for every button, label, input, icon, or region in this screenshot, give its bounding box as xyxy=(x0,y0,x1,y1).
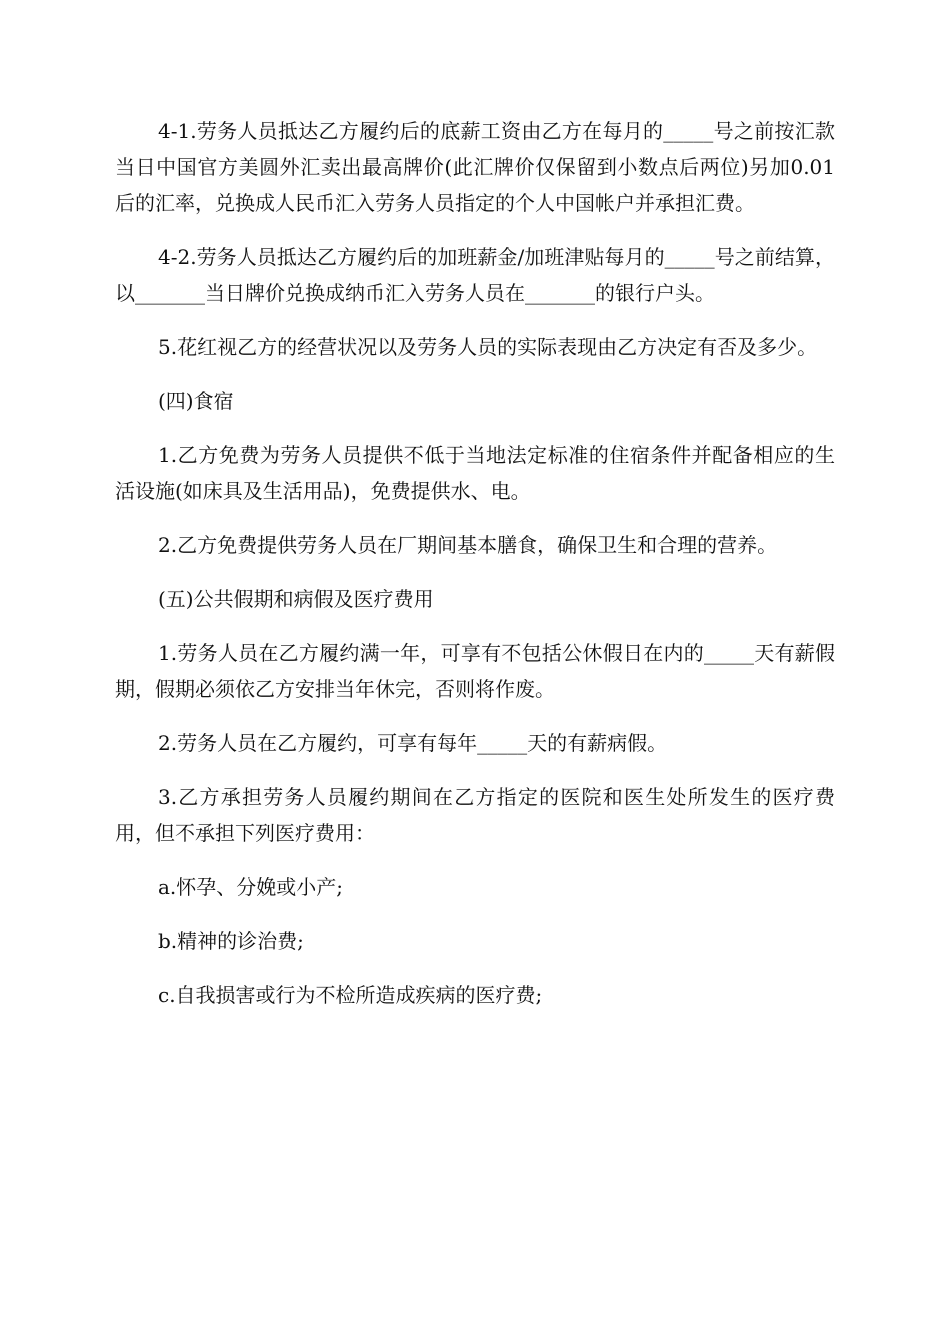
paragraph-holiday-1: 1.劳务人员在乙方履约满一年，可享有不包括公休假日在内的_____天有薪假期，假期必须依乙方安排当年休完，否则将作废。 xyxy=(115,641,835,701)
paragraph-lodging-1: 1.乙方免费为劳务人员提供不低于当地法定标准的住宿条件并配备相应的生活设施(如床具及生活用品)，免费提供水、电。 xyxy=(115,443,835,503)
list-item-c: c.自我损害或行为不检所造成疾病的医疗费; xyxy=(158,983,543,1007)
paragraph-sick-leave-2: 2.劳务人员在乙方履约，可享有每年_____天的有薪病假。 xyxy=(158,731,668,755)
paragraph-medical-3: 3.乙方承担劳务人员履约期间在乙方指定的医院和医生处所发生的医疗费用，但不承担下列医疗费用： xyxy=(115,785,835,845)
list-item-b: b.精神的诊治费; xyxy=(158,929,304,953)
list-item-a: a.怀孕、分娩或小产; xyxy=(158,875,344,899)
paragraph-4-1-base-salary: 4-1.劳务人员抵达乙方履约后的底薪工资由乙方在每月的_____号之前按汇款当日中国官方美圆外汇卖出最高牌价(此汇牌价仅保留到小数点后两位)另加0.01后的汇率，兑换成人民币汇入劳务人员指定的个人中国帐户并承担汇费。 xyxy=(115,119,835,215)
section-heading-board-lodging: (四)食宿 xyxy=(158,389,234,413)
paragraph-4-2-overtime-pay: 4-2.劳务人员抵达乙方履约后的加班薪金/加班津贴每月的_____号之前结算，以_______当日牌价兑换成纳币汇入劳务人员在_______的银行户头。 xyxy=(115,245,835,305)
section-heading-holidays-medical: (五)公共假期和病假及医疗费用 xyxy=(158,587,434,611)
paragraph-lodging-2: 2.乙方免费提供劳务人员在厂期间基本膳食，确保卫生和合理的营养。 xyxy=(158,533,778,557)
document-page xyxy=(115,113,835,1031)
paragraph-5-bonus: 5.花红视乙方的经营状况以及劳务人员的实际表现由乙方决定有否及多少。 xyxy=(158,335,818,359)
